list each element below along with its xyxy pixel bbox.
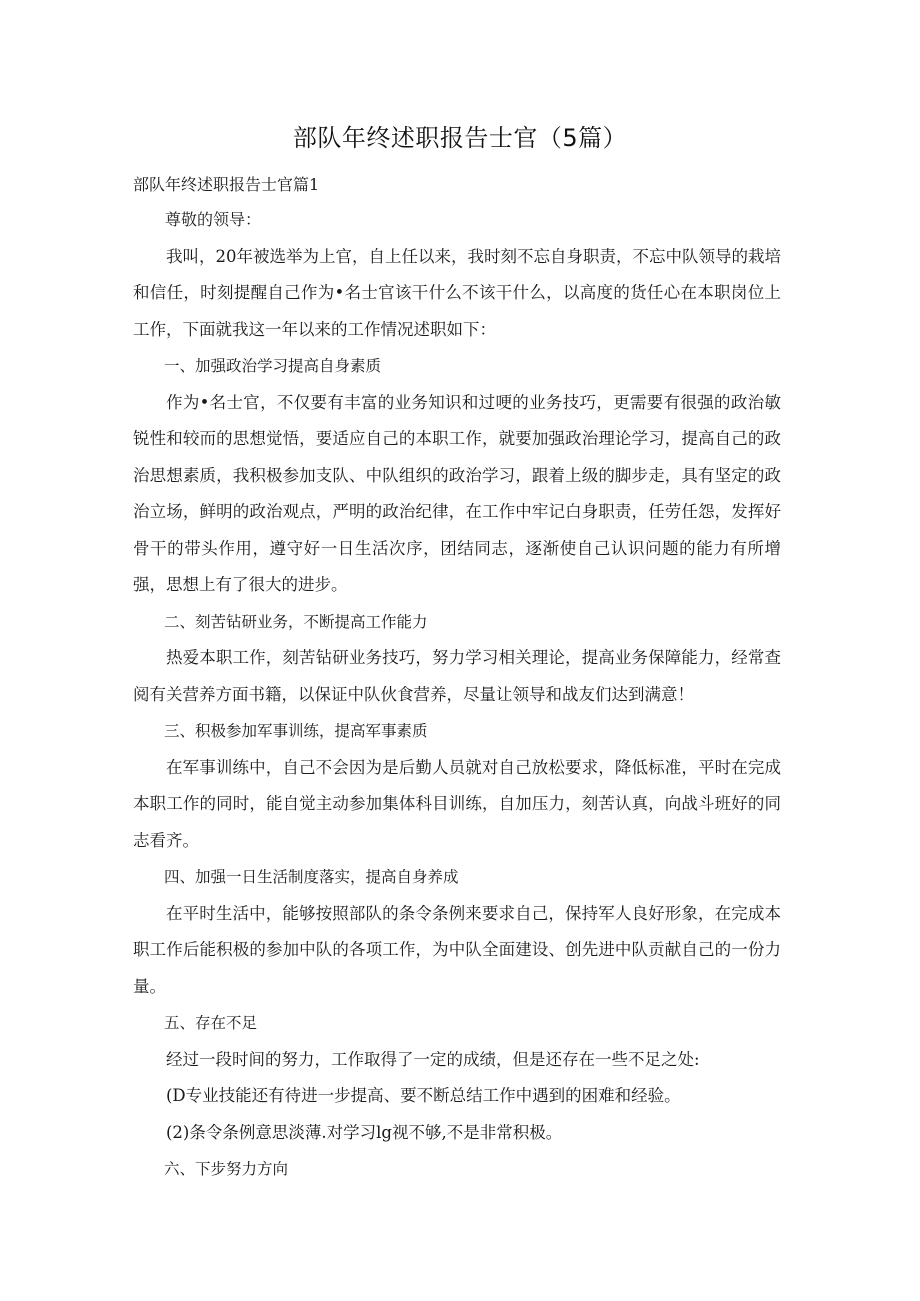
document-subtitle: 部队年终述职报告士官篇1 (133, 175, 320, 194)
section-body-2: 热爱本职工作，刻苦钻研业务技巧，努力学习相关理论，提高业务保障能力，经常查阅有关营养方面书籍，以保证中队伙食营养，尽量让领导和战友们达到满意！ (133, 648, 781, 704)
document-body (133, 202, 781, 1188)
section-heading-3: 三、积极参加军事训练，提高军事素质 (164, 722, 428, 740)
section-body-4: 在平时生活中，能够按照部队的条令条例来要求自己，保持军人良好形象，在完成本职工作后能积极的参加中队的各项工作，为中队全面建设、创先进中队贡献自己的一份力量。 (133, 903, 781, 996)
section-heading-4: 四、加强一日生活制度落实，提高自身养成 (164, 868, 459, 886)
section-body-1: 作为•名士官，不仅要有丰富的业务知识和过哽的业务技巧，更需要有很强的政治敏锐性和较而的思想觉悟，要适应自己的本职工作，就要加强政治理论学习，提高自己的政治思想素质，我积极参加支队、中队组织的政治学习，跟着上级的脚步走，具有坚定的政治立场，鲜明的政治观点，严明的政治纪律，在工作中牢记白身职责，任劳任怨，发挥好骨干的带头作用，遵守好一日生活次序，团结同志，逐渐使自己认识问题的能力有所增强，思想上有了很大的进步。 (133, 392, 781, 594)
section-heading-1: 一、加强政治学习提高自身素质 (164, 357, 382, 375)
section-heading-2: 二、刻苦钻研业务，不断提高工作能力 (164, 612, 428, 631)
greeting: 尊敬的领导： (165, 210, 262, 229)
intro-paragraph: 我叫，20年被选举为上官，自上任以来，我时刻不忘自身职责，不忘中队领导的栽培和信任，时刻提醒自己作为•名士官该干什么不该干什么，以高度的货任心在本职岗位上工作，下面就我这一年以来的工作情况述职如下： (133, 246, 781, 339)
list-item-2: (2)条令条例意思淡薄.对学习lg视不够,不是非常积极。 (166, 1122, 563, 1142)
section-body-5: 经过一段时间的努力，工作取得了一定的成绩，但是还存在一些不足之处: (166, 1049, 700, 1069)
section-heading-5: 五、存在不足 (164, 1014, 258, 1032)
document-title: 部队年终述职报告士官（5篇） (292, 124, 628, 152)
list-item-1: (D专业技能还有待进一步提高、要不断总结工作中遇到的困难和经验。 (166, 1086, 681, 1105)
section-body-3: 在军事训练中，自己不会因为是后勤人员就对自己放松要求，降低标准，平时在完成本职工作的同时，能自觉主动参加集体科目训练，自加压力，刻苦认真，向战斗班好的同志看齐。 (133, 757, 781, 850)
section-heading-6: 六、下步努力方向 (164, 1160, 289, 1178)
